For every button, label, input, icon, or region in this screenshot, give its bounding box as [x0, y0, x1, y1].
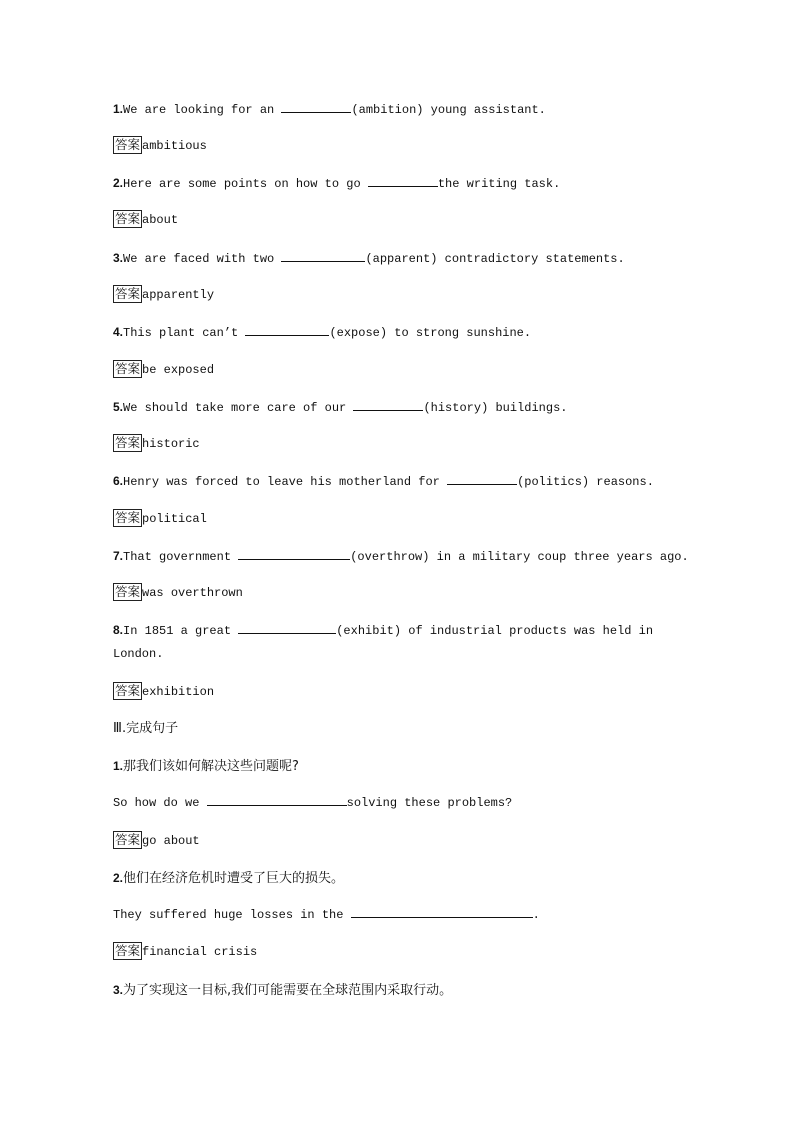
question-number: 2. — [113, 176, 124, 190]
question-8 — [113, 618, 673, 643]
question-text: (exhibit) of industrial products was held in — [336, 624, 654, 638]
answer-blank — [281, 98, 351, 113]
answer-text: be exposed — [142, 363, 215, 377]
answer-text: historic — [142, 437, 200, 451]
question-text: We are faced with two — [123, 252, 282, 266]
answer-blank — [238, 619, 336, 634]
answer-blank — [207, 791, 347, 806]
question-text: solving these problems? — [346, 796, 513, 810]
question-text: Henry was forced to leave his motherland for — [123, 475, 448, 489]
answer-s1 — [113, 829, 673, 853]
answer-blank — [447, 470, 517, 485]
question-6 — [113, 469, 673, 494]
question-2 — [113, 171, 673, 196]
answer-1 — [113, 134, 673, 158]
question-number: 1. — [113, 759, 124, 773]
question-text: . — [532, 908, 540, 922]
question-number: 5. — [113, 400, 124, 414]
question-8-continued — [113, 642, 673, 666]
question-text: They suffered huge losses in the — [113, 908, 351, 922]
sentence-3-prompt — [113, 978, 673, 1003]
question-number: 4. — [113, 325, 124, 339]
answer-text: exhibition — [142, 685, 215, 699]
question-number: 3. — [113, 251, 124, 265]
answer-text: ambitious — [142, 139, 207, 153]
chinese-prompt: 那我们该如何解决这些问题呢? — [123, 759, 299, 774]
question-text: London. — [113, 647, 164, 661]
question-number: 6. — [113, 474, 124, 488]
answer-tag: 答案 — [115, 510, 141, 525]
question-text: So how do we — [113, 796, 207, 810]
question-text: We are looking for an — [123, 103, 282, 117]
answer-tag: 答案 — [115, 683, 141, 698]
sentence-2 — [113, 903, 673, 927]
answer-tag: 答案 — [115, 361, 141, 376]
answer-5 — [113, 432, 673, 456]
sentence-1 — [113, 791, 673, 815]
question-text: (history) buildings. — [423, 401, 568, 415]
answer-blank — [368, 172, 438, 187]
question-number: 1. — [113, 102, 124, 116]
answer-6 — [113, 507, 673, 531]
question-5 — [113, 395, 673, 420]
answer-8 — [113, 680, 673, 704]
sentence-2-prompt — [113, 866, 673, 891]
section-heading: Ⅲ.完成句子 — [113, 721, 179, 736]
question-text: (politics) reasons. — [517, 475, 654, 489]
answer-4 — [113, 358, 673, 382]
answer-text: financial crisis — [142, 945, 258, 959]
answer-text: about — [142, 213, 179, 227]
answer-tag: 答案 — [115, 584, 141, 599]
question-text: (apparent) contradictory statements. — [365, 252, 625, 266]
question-text: (overthrow) in a military coup three years ago. — [350, 550, 689, 564]
answer-s2 — [113, 940, 673, 964]
question-text: (ambition) young assistant. — [351, 103, 546, 117]
answer-7 — [113, 581, 673, 605]
answer-text: was overthrown — [142, 586, 243, 600]
question-number: 8. — [113, 623, 124, 637]
question-number: 2. — [113, 871, 124, 885]
answer-blank — [281, 247, 365, 262]
question-3 — [113, 246, 673, 271]
answer-text: apparently — [142, 288, 215, 302]
answer-text: political — [142, 512, 207, 526]
answer-tag: 答案 — [115, 435, 141, 450]
answer-tag: 答案 — [115, 137, 141, 152]
question-text: Here are some points on how to go — [123, 177, 368, 191]
answer-3 — [113, 283, 673, 307]
question-text: This plant can’t — [123, 326, 246, 340]
question-text: In 1851 a great — [123, 624, 239, 638]
question-text: That government — [123, 550, 239, 564]
sentence-1-prompt — [113, 754, 673, 779]
chinese-prompt: 他们在经济危机时遭受了巨大的损失。 — [123, 871, 345, 886]
question-4 — [113, 320, 673, 345]
question-7 — [113, 544, 689, 569]
answer-tag: 答案 — [115, 832, 141, 847]
answer-blank — [245, 321, 329, 336]
answer-tag: 答案 — [115, 943, 141, 958]
answer-2 — [113, 208, 673, 232]
answer-blank — [353, 396, 423, 411]
answer-text: go about — [142, 834, 200, 848]
answer-tag: 答案 — [115, 211, 141, 226]
answer-tag: 答案 — [115, 286, 141, 301]
answer-blank — [238, 545, 350, 560]
question-number: 7. — [113, 549, 124, 563]
question-text: the writing task. — [437, 177, 561, 191]
question-number: 3. — [113, 983, 124, 997]
answer-blank — [351, 903, 533, 918]
question-text: (expose) to strong sunshine. — [329, 326, 532, 340]
question-text: We should take more care of our — [123, 401, 354, 415]
chinese-prompt: 为了实现这一目标,我们可能需要在全球范围内采取行动。 — [123, 983, 453, 998]
question-1 — [113, 97, 673, 122]
